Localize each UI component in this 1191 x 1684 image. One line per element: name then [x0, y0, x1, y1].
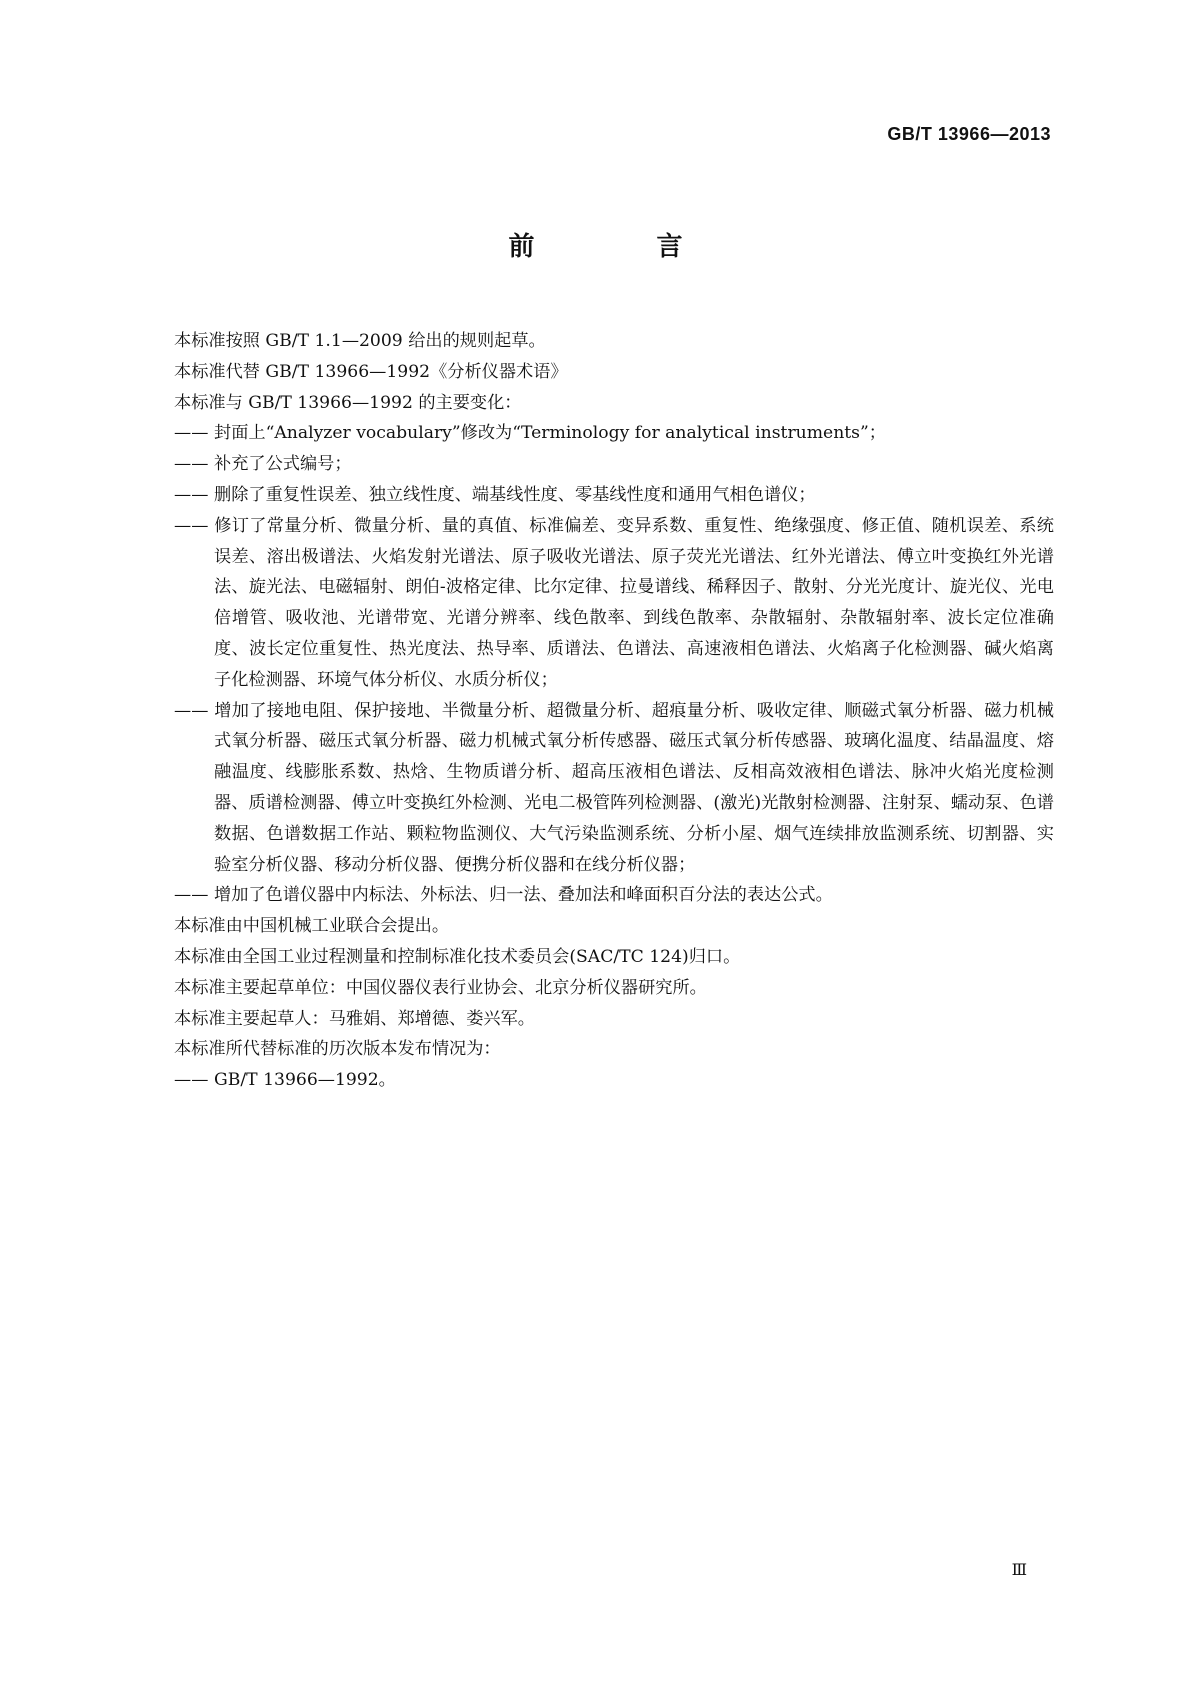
change-item-text: 增加了色谱仪器中内标法、外标法、归一法、叠加法和峰面积百分法的表达公式。: [214, 885, 833, 906]
change-item-text: 删除了重复性误差、独立线性度、端基线性度、零基线性度和通用气相色谱仪；: [214, 484, 816, 505]
page-title: 前 言: [508, 232, 731, 262]
closing-paragraph: 本标准由全国工业过程测量和控制标准化技术委员会(SAC/TC 124)归口。: [174, 946, 741, 967]
change-item-text: 封面上“Analyzer vocabulary”修改为“Terminology for analytical instruments”；: [214, 423, 886, 444]
dash-marker: ——: [174, 423, 209, 444]
dash-marker: ——: [174, 454, 209, 475]
change-item: [174, 418, 1054, 449]
history-item: [174, 1065, 1054, 1096]
change-item: [174, 449, 1054, 480]
change-item-text: 补充了公式编号；: [214, 454, 352, 475]
change-item: [174, 480, 1054, 511]
standard-code: GB/T 13966—2013: [887, 124, 1051, 144]
dash-marker: ——: [174, 700, 209, 721]
change-item: [174, 511, 1054, 696]
closing-paragraph: 本标准所代替标准的历次版本发布情况为：: [174, 1039, 501, 1060]
intro-paragraph: 本标准按照 GB/T 1.1—2009 给出的规则起草。: [174, 331, 546, 351]
foreword-body: [174, 326, 1054, 1096]
dash-marker: ——: [174, 484, 209, 505]
change-item-text: 增加了接地电阻、保护接地、半微量分析、超微量分析、超痕量分析、吸收定律、顺磁式氧分析器、磁力机械式氧分析器、磁压式氧分析器、磁力机械式氧分析传感器、磁压式氧分析传感器、玻璃化温度、结晶温度、熔融温度、线膨胀系数、热焓、生物质谱分析、超高压液相色谱法、反相高效液相色谱法、脉冲火焰光度检测器、质谱检测器、傅立叶变换红外检测、光电二极管阵列检测器、(激光)光散射检测器、注射泵、蠕动泵、色谱数据、色谱数据工作站、颗粒物监测仪、大气污染监测系统、分析小屋、烟气连续排放监测系统、切割器、实验室分析仪器、移动分析仪器、便携分析仪器和在线分析仪器；: [214, 700, 1054, 875]
page-number: Ⅲ: [1011, 1562, 1027, 1579]
change-item: [174, 880, 1054, 911]
intro-paragraph: 本标准代替 GB/T 13966—1992《分析仪器术语》: [174, 361, 568, 382]
dash-marker: ——: [174, 515, 209, 536]
history-item-text: GB/T 13966—1992。: [214, 1070, 396, 1091]
dash-marker: ——: [174, 885, 209, 906]
closing-paragraph: 本标准由中国机械工业联合会提出。: [174, 916, 450, 937]
closing-paragraph: 本标准主要起草人：马雅娟、郑增德、娄兴军。: [174, 1008, 535, 1029]
change-item: [174, 696, 1054, 881]
change-item-text: 修订了常量分析、微量分析、量的真值、标准偏差、变异系数、重复性、绝缘强度、修正值、随机误差、系统误差、溶出极谱法、火焰发射光谱法、原子吸收光谱法、原子荧光光谱法、红外光谱法、傅立叶变换红外光谱法、旋光法、电磁辐射、朗伯-波格定律、比尔定律、拉曼谱线、稀释因子、散射、分光光度计、旋光仪、光电倍增管、吸收池、光谱带宽、光谱分辨率、线色散率、到线色散率、杂散辐射、杂散辐射率、波长定位准确度、波长定位重复性、热光度法、热导率、质谱法、色谱法、高速液相色谱法、火焰离子化检测器、碱火焰离子化检测器、环境气体分析仪、水质分析仪；: [214, 515, 1054, 690]
closing-paragraph: 本标准主要起草单位：中国仪器仪表行业协会、北京分析仪器研究所。: [174, 977, 707, 998]
intro-paragraph: 本标准与 GB/T 13966—1992 的主要变化：: [174, 392, 522, 413]
dash-marker: ——: [174, 1070, 209, 1091]
